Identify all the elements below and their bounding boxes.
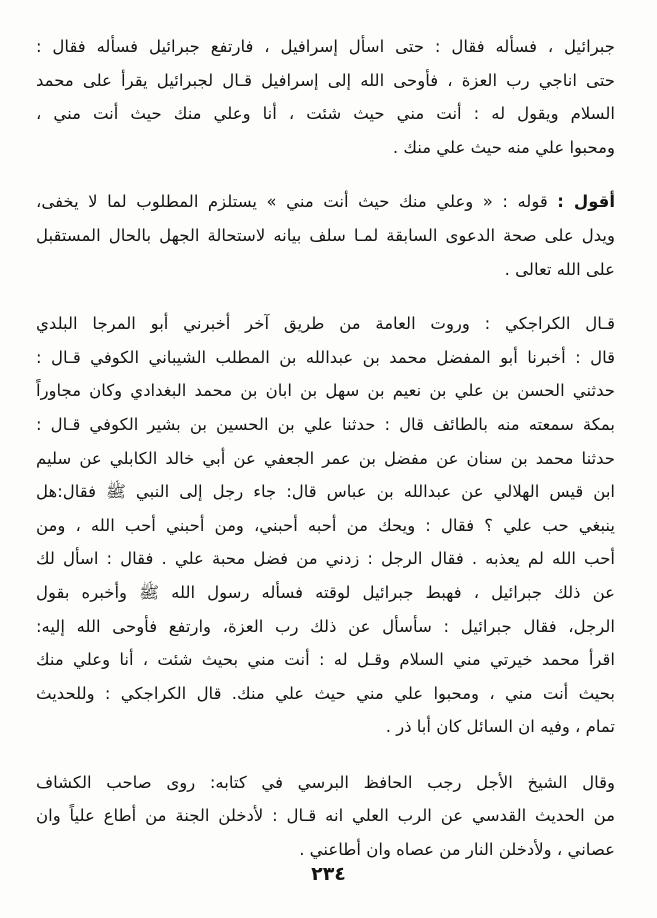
- text-line: حدثني الحسن بن علي بن نعيم بن سهل بن ابان بن محمد البغدادي وكان مجاوراً: [36, 381, 615, 401]
- text-line: ابن قيس الهلالي عن عبدالله بن عباس قال: جاء رجل إلى النبي ﷺ فقال:هل: [36, 482, 615, 502]
- paragraph-4: [36, 766, 615, 867]
- paragraph-1: [36, 30, 615, 164]
- text-line: عصاني ، ولأدخلن النار من عصاه وان أطاعني .: [299, 840, 615, 860]
- text-line: بحيث أنت مني ، ومحبوا علي مني حيث علي منك. قال الكراجكي : وللحديث: [36, 683, 615, 703]
- text-line: حتى اناجي رب العزة ، فأوحى الله إلى إسرافيل قـال لجبرائيل يقرأ على محمد: [36, 70, 615, 90]
- lead-word: أقول :: [557, 192, 615, 212]
- text-line: السلام ويقول له : أنت مني حيث شئت ، أنا وعلي منك حيث أنت مني ،: [36, 104, 615, 124]
- page-number: ٢٣٤: [311, 863, 346, 885]
- text-line: جبرائيل ، فسأله فقال : حتى اسأل إسرافيل ، فارتفع جبرائيل فسأله فقال :: [36, 37, 615, 56]
- text-line: ينبغي حب علي ؟ فقال : ويحك من أحبه أحبني، ومن أحبني أحب الله ، ومن: [36, 515, 615, 535]
- paragraph-3: [36, 307, 615, 744]
- text-line: بمكة سمعته منه بالطائف قال : حدثنا علي بن الحسين بن بشير الكوفي قـال :: [36, 414, 615, 434]
- text-line: ويدل على صحة الدعوى السابقة لمـا سلف بيانه لاستحالة الجهل بالحال المستقبل: [36, 225, 615, 245]
- text-line: عن ذلك جبرائيل ، فهبط جبرائيل لوقته فسأله رسول الله ﷺ وأخبره بقول: [36, 582, 615, 602]
- text-line: وقال الشيخ الأجل رجب الحافظ البرسي في كتابه: روى صاحب الكشاف: [36, 772, 615, 792]
- text-line: من الحديث القدسي عن الرب العلي انه قـال : لأدخلن الجنة من أطاع علياً وان: [36, 806, 615, 826]
- text-line: قال : أخبرنا أبو المفضل محمد بن عبدالله بن المطلب الشيباني الكوفي قـال :: [36, 347, 615, 367]
- text-line: الرجل، فقال جبرائيل : سأسأل عن ذلك رب العزة، وارتفع فأوحى الله إليه:: [36, 616, 615, 636]
- text-line: على الله تعالى .: [504, 259, 615, 279]
- text-line: اقرأ محمد خيرتي مني السلام وقـل له : أنت مني بحيث شئت ، أنا وعلي منك: [36, 650, 615, 670]
- text-line: ومحبوا علي منه حيث علي منك .: [392, 137, 615, 157]
- paragraph-2: [36, 185, 615, 286]
- text-line: تمام ، وفيه ان السائل كان أبا ذر .: [385, 717, 615, 737]
- text-line-rest: قوله : « وعلي منك حيث أنت مني » يستلزم المطلوب لما لا يخفى،: [36, 192, 558, 212]
- text-line: قـال الكراجكي : وروت العامة من طريق آخر أخبرني أبو المرجا البلدي: [36, 314, 615, 334]
- text-line: حدثنا محمد بن سنان عن مفضل بن عمر الجعفي عن أبي خالد الكابلي عن سليم: [36, 448, 615, 468]
- text-line: أحب الله لم يعذبه . فقال الرجل : زدني من فضل محبة علي . فقال : اسأل لك: [36, 549, 615, 569]
- text-line: [36, 185, 615, 219]
